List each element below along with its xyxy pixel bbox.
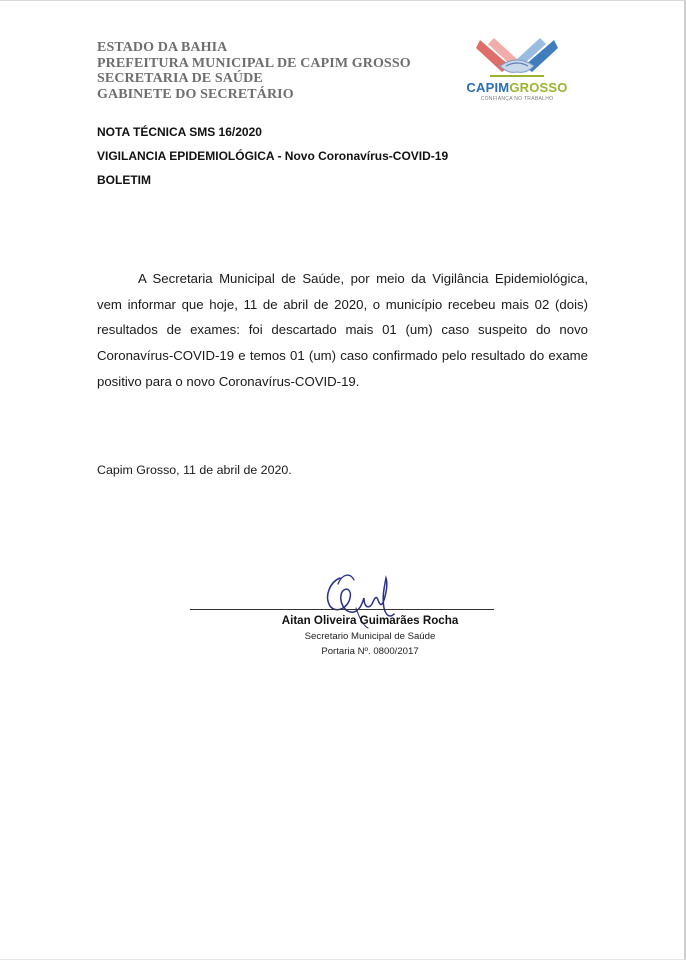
- note-type: BOLETIM: [97, 173, 151, 187]
- handshake-logo-icon: [476, 36, 558, 80]
- letterhead-gabinete: GABINETE DO SECRETÁRIO: [97, 86, 294, 102]
- signature-line: [190, 609, 494, 610]
- signature-block: [180, 560, 506, 665]
- logo-tagline: CONFIANÇA NO TRABALHO: [480, 96, 554, 102]
- logo-wordmark: [462, 80, 572, 95]
- capim-grosso-logo: [462, 36, 572, 102]
- place-date: Capim Grosso, 11 de abril de 2020.: [97, 463, 292, 477]
- letterhead-secretaria: SECRETARIA DE SAÚDE: [97, 71, 263, 86]
- logo-word-grosso: GROSSO: [509, 80, 568, 95]
- letterhead-state: ESTADO DA BAHIA: [97, 40, 228, 55]
- letterhead: [97, 40, 411, 102]
- letterhead-prefeitura: PREFEITURA MUNICIPAL DE CAPIM GROSSO: [97, 55, 411, 71]
- signatory-name: Aitan Oliveira Guimarães Rocha: [281, 614, 459, 627]
- note-header: [97, 120, 448, 192]
- signatory-role: Secretario Municipal de Saúde: [304, 631, 436, 642]
- logo-word-capim: CAPIM: [466, 80, 510, 95]
- body-paragraph: A Secretaria Municipal de Saúde, por meio da Vigilância Epidemiológica, vem informar que hoje, 11 de abril de 2020, o município recebeu mais 02 (dois) resultados de exames: foi descartado mais 01 (um) caso suspeito do novo Coronavírus-COVID-19 e temos 01 (um) caso confirmado pelo resultado do exame positivo para o novo Coronavírus-COVID-19.: [97, 271, 588, 389]
- signatory-portaria: Portaria Nº. 0800/2017: [321, 646, 419, 657]
- note-title: NOTA TÉCNICA SMS 16/2020: [97, 125, 262, 139]
- note-subject: VIGILANCIA EPIDEMIOLÓGICA - Novo Coronavírus-COVID-19: [97, 149, 449, 163]
